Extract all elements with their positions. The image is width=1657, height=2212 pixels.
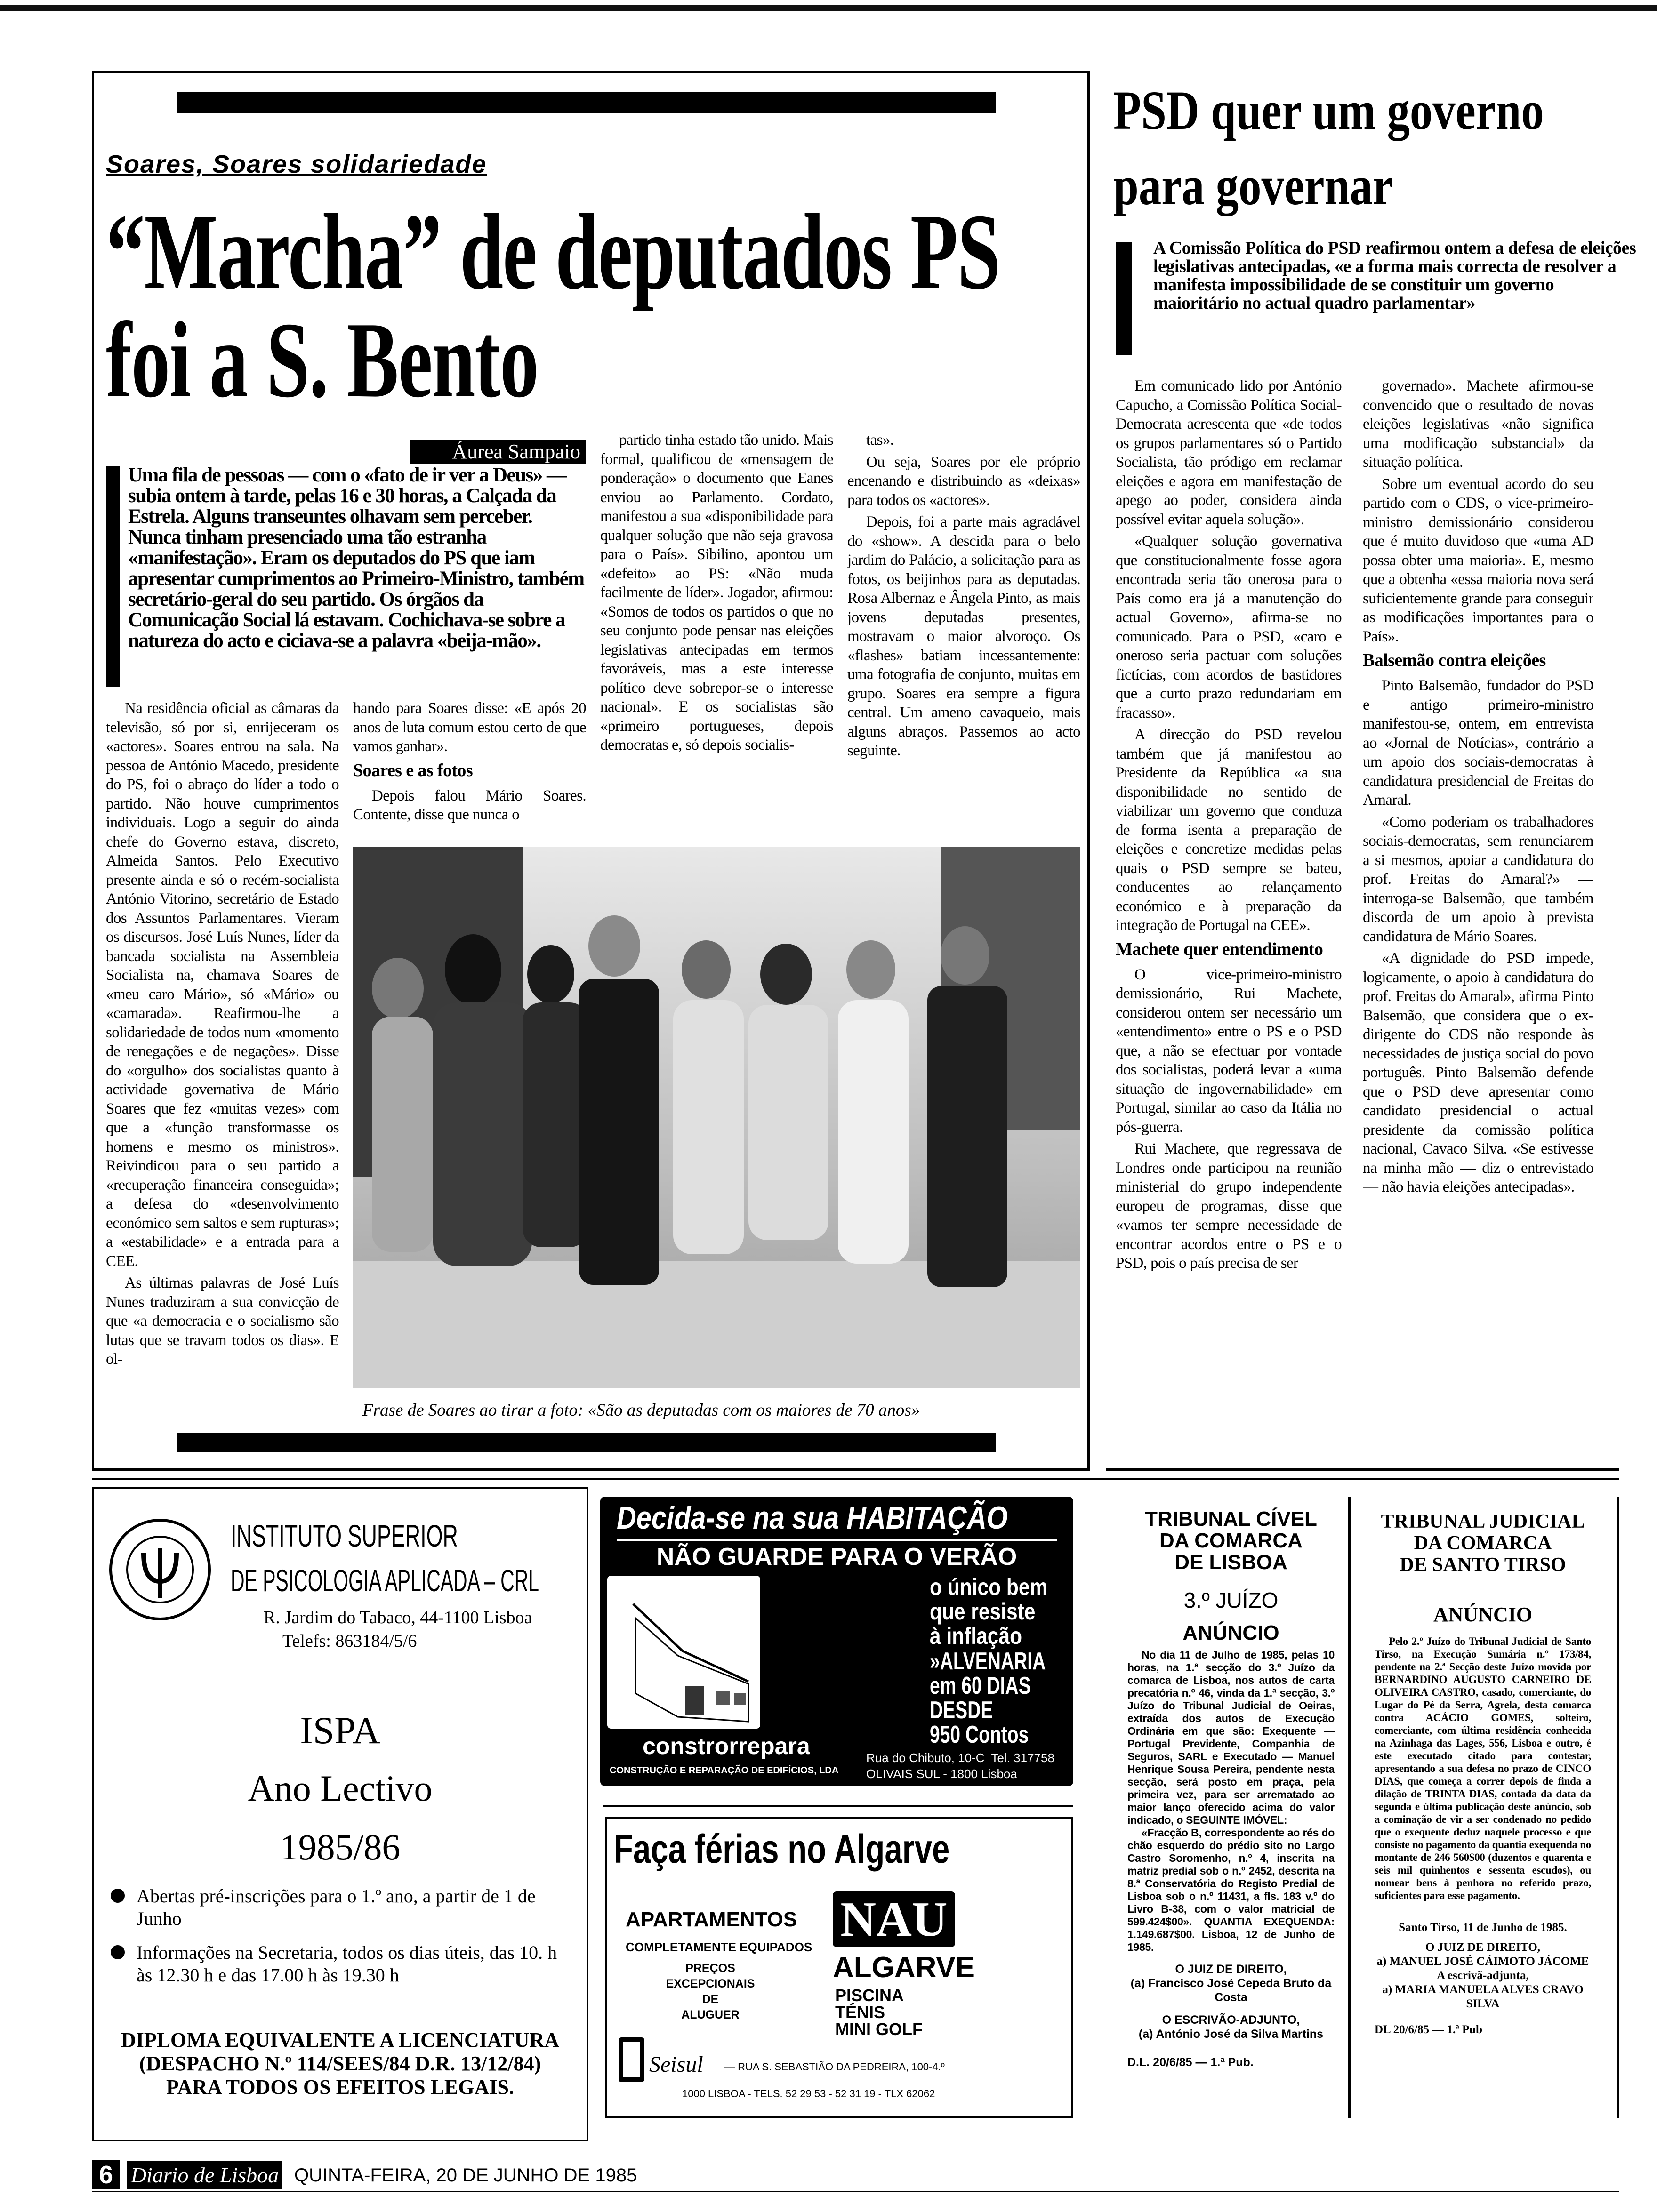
slogan-line: que resiste [930,1598,1036,1625]
tribunal-tirso-notice [1375,1511,1591,2037]
bullet-text: Abertas pré-inscrições para o 1.º ano, a partir de 1 de Junho [137,1885,536,1929]
paragraph: Pinto Balsemão, fundador do PSD e antigo primeiro-ministro manifestou-se, ontem, em entrevista ao «Jornal de Notícias», contrário a um apoio dos sociais-democratas à candidatura presidencial de Freitas do Amaral. [1363,677,1593,809]
house-drawing [607,1576,760,1729]
notice-body: Pelo 2.º Juízo do Tribunal Judicial de Santo Tirso, na Execução Sumária n.º 173/84, pendente na 2.ª Secção deste Juízo movida por BERNARDINO AUGUSTO CARNEIRO DE OLIVEIRA CASTRO, casado, comerciante, do Lugar do Pé da Serra, Agrela, desta comarca contra ACÁCIO GOMES, solteiro, comerciante, com última residência conhecida na Azinhaga das Lages, 556, Lisboa e outro, é este executado citado para contestar, apresentando a sua defesa no prazo de CINCO DIAS, que começa a correr depois de finda a dilação de TRINTA DIAS, contada da data da segunda e última publicação deste anúncio, sob a cominação de vir a ser condenado no pedido que o exequente deduz naquele processo e que consiste no pagamento da quantia exequenda no montante de 246 560$00 (duzentos e quarenta e seis mil quinhentos e sessenta escudos), ou nomear bens à penhora no referido prazo, suficientes para esse pagamento. [1375,1635,1591,1901]
issue-date: QUINTA-FEIRA, 20 DE JUNHO DE 1985 [294,2165,637,2186]
tribunal-civel-notice [1127,1508,1335,2069]
newspaper-name: Diario de Lisboa [127,2161,282,2189]
right-bottom-rule [1106,1468,1619,1471]
ads-top-rule [92,1478,1619,1480]
signature-title: O ESCRIVÃO-ADJUNTO, [1162,2013,1300,2027]
notice-title: TRIBUNAL JUDICIAL [1381,1511,1585,1532]
paragraph: O vice-primeiro-ministro demissionário, Rui Machete, considerou ontem ser necessário um «entendimento» entre o PS e o PSD que, a não se efectuar por vontade dos socialistas, poderá levar a «uma situação de ingovernabilidade» em Portugal, similar ao caso da Itália no pós-guerra. [1116,966,1342,1136]
article-column-3 [600,431,833,821]
algarve-title: Faça férias no Algarve [614,1827,950,1872]
publication-ref: D.L. 20/6/85 — 1.ª Pub. [1127,2056,1254,2069]
paragraph-group [1116,965,1342,1273]
divider [617,1539,1057,1541]
court-label: 3.º JUÍZO [1183,1588,1279,1612]
place-date: Santo Tirso, 11 de Junho de 1985. [1399,1921,1567,1934]
ispa-bullet-2 [111,1941,572,1987]
byline: Áurea Sampaio [410,440,586,464]
right-headline-line2: para governar [1113,155,1393,216]
article-column-2 [353,699,586,845]
diploma-line: PARA TODOS OS EFEITOS LEGAIS. [166,2076,514,2099]
paragraph: partido tinha estado tão unido. Mais formal, qualificou de «mensagem de ponderação» o documento que Eanes enviou ao Parlamento. Cordato, manifestou a sua «disponibilidade para qualquer solução que não seja gravosa para o País». Sibilino, apontou um «defeito» ao PS: «Não muda facilmente de líder». Jogador, afirmou: «Somos de todos os partidos o que no seu conjunto pode pensar nas eleições legislativas antecipadas em termos favoráveis, mas a este interesse político deve sobrepor-se o interesse nacional». E os socialistas são «primeiro portugueses, depois democratas e, só depois socialis- [600,432,833,753]
amenity: PISCINA [835,1986,904,2005]
offer-line: em 60 DIAS [930,1672,1031,1699]
prices-label [654,1961,767,2023]
paragraph: Ou seja, Soares por ele próprio encenando e distribuindo as «deixas» para todos os «actores». [847,453,1080,509]
top-rule [0,5,1657,11]
ispa-year: 1985/86 [280,1827,401,1867]
notice-title: TRIBUNAL CÍVEL [1145,1507,1317,1531]
paragraph: hando para Soares disse: «E após 20 anos de luta comum estou certo de que vamos ganhar». [353,700,586,755]
signature-name: a) MANUEL JOSÉ CÁIMOTO JÁCOME [1376,1955,1589,1968]
habitacao-title: Decida-se na sua HABITAÇÃO [617,1500,1008,1536]
seisul-logo-icon [619,2037,644,2082]
paragraph: Depois falou Mário Soares. Contente, disse que nunca o [353,787,586,823]
offer-line: DESDE [930,1697,993,1724]
constrorrepara-desc: CONSTRUÇÃO E REPARAÇÃO DE EDIFÍCIOS, LDA [610,1765,839,1776]
ispa-diploma [97,2028,584,2099]
amenity: TÉNIS [835,2003,885,2022]
algarve-ad [605,1817,1073,2118]
prices-line: DE [702,1993,719,2006]
article-kicker: Soares, Soares solidariedade [106,150,487,178]
right-column-a [1116,377,1342,1464]
subheading: Balsemão contra eleições [1363,650,1546,670]
ispa-year-label: Ano Lectivo [248,1768,433,1809]
paragraph: «Qualquer solução governativa que constitucionalmente fosse agora encontrada seria tão onerosa para o País como era já a manutenção do actual Governo», afirma-se no comunicado. Para o PSD, «caro e oneroso seria pactuar com soluções fictícias, com acordos de bastidores que a curto prazo redundariam em fracasso». [1116,533,1342,721]
paragraph: A direcção do PSD revelou também que já manifestou ao Presidente da República «a sua disponibilidade no sentido de viabilizar um governo que conduza de forma isenta a preparação de eleições e concretize medidas pelas quais o PSD sempre se bateu, conducentes ao relançamento económico e à preparação da integração de Portugal na CEE». [1116,726,1342,934]
paragraph: governado». Machete afirmou-se convencido que o resultado de novas eleições legislativas «não significa uma modificação substancial» da situação política. [1363,377,1593,471]
bullet-icon [111,1889,125,1903]
seisul-name: Seisul [649,2052,703,2077]
diploma-line: (DESPACHO N.º 114/SEES/84 D.R. 13/12/84) [139,2052,541,2075]
article-lead: Uma fila de pessoas — com o «fato de ir ver a Deus» — subia ontem à tarde, pelas 16 e 30 horas, a Calçada da Estrela. Alguns transeuntes olhavam sem perceber. Nunca tinham presenciado uma tão estranha «manifestação». Eram os deputados do PS que iam apresentar cumprimentos ao Primeiro-Ministro, também secretário-geral do seu partido. Os órgãos da Comunicação Social lá estavam. Cochichava-se sobre a natureza do acto e ciciava-se a palavra «beija-mão». [128,464,584,652]
seisul-contacts: 1000 LISBOA - TELS. 52 29 53 - 52 31 19 - TLX 62062 [682,2088,935,2100]
paragraph-group [1363,676,1593,1197]
subheading: Soares e as fotos [353,760,473,780]
ispa-phones: Telefs: 863184/5/6 [282,1631,417,1651]
ispa-name-line1: INSTITUTO SUPERIOR [231,1518,458,1553]
habitacao-city: OLIVAIS SUL - 1800 Lisboa [866,1767,1017,1781]
prices-line: EXCEPCIONAIS [666,1977,755,1990]
article-column-1 [106,699,339,1424]
article-headline-line2: foi a S. Bento [106,300,539,420]
signature-title: O JUIZ DE DIREITO, [1175,1963,1287,1976]
article-column-4 [847,431,1080,821]
region-label: ALGARVE [833,1951,975,1984]
paragraph: As últimas palavras de José Luís Nunes traduziram a sua convicção de que «a democracia e o socialismo são lutas que se travam todos os dias». E ol- [106,1274,339,1368]
apartments-label: APARTAMENTOS [626,1908,797,1931]
paragraph-group [1363,377,1593,646]
notice-title: DA COMARCA [1414,1532,1552,1554]
signature-title: A escrivã-adjunta, [1437,1969,1529,1982]
article-headline-line1: “Marcha” de deputados PS [106,192,1000,312]
paragraph: Em comunicado lido por António Capucho, a Comissão Política Social-Democrata acrescenta que «de todos os grupos parlamentares só o Partido Socialista, tão pródigo em reclamar eleições e agora em manifestação de apego ao poder, considera ainda possível evitar aquela solução». [1116,377,1342,528]
habitacao-offer [930,1649,1046,1747]
notice-heading: ANÚNCIO [1433,1603,1533,1626]
habitacao-ad [600,1497,1073,1786]
prices-line: PREÇOS [685,1962,735,1975]
amenities [835,1987,923,2038]
ispa-bullet-1 [111,1885,572,1930]
subheading: Machete quer entendimento [1116,939,1323,959]
ispa-name-line2: DE PSICOLOGIA APLICADA – CRL [231,1563,539,1598]
equipped-label: COMPLETAMENTE EQUIPADOS [626,1940,812,1954]
habitacao-address: Rua do Chibuto, 10-C Tel. 317758 [866,1751,1054,1765]
footer-rule [92,2191,1619,2192]
slogan-line: à inflação [930,1623,1022,1649]
slogan-line: o único bem [930,1574,1048,1600]
paragraph: Na residência oficial as câmaras da televisão, só por si, enrijeceram os «actores». Soares entrou na sala. Na pessoa de António Macedo, presidente do PS, foi o abraço do líder a todo o partido. Não houve cumprimentos individuais. Logo a seguir do ainda chefe do Governo estava, discreto, Almeida Santos. Pelo Executivo presente ainda e só o recém-socialista António Vitorino, secretário de Estado dos Assuntos Parlamentares. Vieram os discursos. José Luís Nunes, líder da bancada socialista na Assembleia Socialista na, chamava Soares de «meu caro Mário», só «Mário» ou «camarada». Reafirmou-lhe a solidariedade de todos num «momento de renegações e de negações». Disse do «orgulho» dos socialistas quanto à actividade governativa de Mário Soares que fez «muitas vezes» com que a «função transformasse os homens e mesmo os ministros». Reivindicou para o seu partido a «recuperação financeira conseguida»; a defesa do «desenvolvimento económico sem saltos e sem rupturas»; a «estabilidade» e a entrada para a CEE. [106,700,339,1270]
bullet-text: Informações na Secretaria, todos os dias úteis, das 10. h às 12.30 h e das 17.00 h às 19.30 h [137,1942,557,1986]
notice-title: DE SANTO TIRSO [1400,1554,1566,1576]
habitacao-subtitle: NÃO GUARDE PARA O VERÃO [656,1543,1017,1571]
signature-name: (a) António José da Silva Martins [1138,2028,1324,2041]
signature-name: (a) Francisco José Cepeda Bruto da Costa [1130,1977,1332,2004]
bottom-black-bar [177,1433,996,1452]
paragraph: tas». [866,432,894,449]
prices-line: ALUGUER [681,2008,740,2021]
ispa-address: R. Jardim do Tabaco, 44-1100 Lisboa [264,1608,532,1627]
paragraph: Rui Machete, que regressava de Londres onde participou na reunião ministerial do grupo independente europeu de programas, disse que «vamos ter sempre necessidade de encontrar acordos entre o PS e o PSD, pois o país precisa de ser [1116,1140,1342,1272]
paragraph: Sobre um eventual acordo do seu partido com o CDS, o vice-primeiro-ministro demissionário considerou que é muito duvidoso que «uma AD possa obter uma maioria». E, mesmo que a obtenha «essa maioria nova será suficientemente grande para conseguir as modificações importantes para o País». [1363,475,1593,645]
notice-title: DA COMARCA [1159,1529,1303,1552]
notice-heading: ANÚNCIO [1182,1621,1279,1644]
right-column-b [1363,377,1593,1464]
right-lead-bar [1116,242,1132,355]
notice-body: No dia 11 de Julho de 1985, pelas 10 horas, na 1.ª secção do 3.º Juízo da comarca de Lisboa, nos autos de carta precatória n.º 46, vinda da 1.ª secção, 3.º Juízo do Tribunal Judicial de Oeiras, extraída dos autos de Execução Ordinária em que são: Exequente — Portugal Previdente, Companhia de Seguros, SARL e Executado — Manuel Henrique Sousa Pereira, pendente nesta secção, será posto em praça, pela primeira vez, para ser arrematado ao maior lanço oferecido acima do valor indicado, o SEGUINTE IMÓVEL: [1127,1649,1335,1826]
top-black-bar [177,92,996,113]
paragraph: Depois, foi a parte mais agradável do «show». A descida para o belo jardim do Palácio, a solicitação para as fotos, os beijinhos para as deputadas. Rosa Albernaz e Ângela Pinto, as mais jovens deputadas presentes, mostravam o maior alvoroço. Os «flashes» batiam incessantemente: uma fotografia de conjunto, muitas em grupo. Soares era sempre a figura central. Um ameno cavaqueio, mais alguns abraços. Passemos ao acto seguinte. [847,513,1080,759]
signature-name: a) MARIA MANUELA ALVES CRAVO SILVA [1382,1983,1584,2010]
notice-title: DE LISBOA [1174,1551,1287,1574]
nau-logo: NAU [833,1891,955,1947]
amenity: MINI GOLF [835,2020,923,2039]
publication-ref: DL 20/6/85 — 1.ª Pub [1375,2023,1483,2036]
lead-bar [106,466,120,687]
photo-caption: Frase de Soares ao tirar a foto: «São as deputadas com os maiores de 70 anos» [362,1401,920,1420]
right-lead: A Comissão Política do PSD reafirmou ontem a defesa de eleições legislativas antecipadas, «e a forma mais correcta de resolver a manifesta impossibilidade de se constituir um governo maioritário no actual quadro parlamentar» [1153,238,1636,313]
ad-divider [603,1805,1073,1807]
paragraph: «A dignidade do PSD impede, logicamente, o apoio à candidatura do prof. Freitas do Amaral», afirma Pinto Balsemão, que considera que o ex-dirigente do CDS não responde às necessidades de justiça social do povo português. Pinto Balsemão defende que o PSD deve apresentar como candidato presidencial o actual presidente da comissão política nacional, Cavaco Silva. «Se estivesse na minha mão — diz o entrevistado — não havia eleições antecipadas». [1363,950,1593,1195]
notice-body: «Fracção B, correspondente ao rés do chão esquerdo do prédio sito no Largo Castro Soromenho, n.º 4, inscrita na matriz predial sob o n.º 2452, descrita na 8.ª Conservatória do Registo Predial de Lisboa sob o n.º 11431, a fls. 183 v.º do Livro B-38, com o valor matricial de 599.424$00». QUANTIA EXEQUENDA: 1.149.687$00. Lisboa, 12 de Junho de 1985. [1127,1827,1335,1953]
ispa-logo [106,1515,214,1624]
constrorrepara-logo: constrorrepara [643,1733,810,1759]
right-headline-line1: PSD quer um governo [1113,80,1544,141]
page-number: 6 [92,2160,120,2189]
signature-title: O JUIZ DE DIREITO, [1425,1941,1541,1954]
offer-line: 950 Contos [930,1721,1029,1748]
paragraph: «Como poderiam os trabalhadores sociais-democratas, sem renunciarem a si mesmos, apoiar a candidatura do prof. Freitas do Amaral?» — interroga-se Balsemão, que também discorda de um apoio à prevista candidatura de Mário Soares. [1363,813,1593,945]
ispa-acronym: ISPA [300,1709,380,1752]
bullet-icon [111,1945,125,1959]
habitacao-slogan [930,1575,1047,1648]
paragraph-group [1116,377,1342,935]
seisul-address: — RUA S. SEBASTIÃO DA PEDREIRA, 100-4.º [724,2061,945,2073]
offer-line: »ALVENARIA [930,1648,1046,1675]
diploma-line: DIPLOMA EQUIVALENTE A LICENCIATURA [121,2028,560,2052]
group-photo [353,847,1080,1388]
